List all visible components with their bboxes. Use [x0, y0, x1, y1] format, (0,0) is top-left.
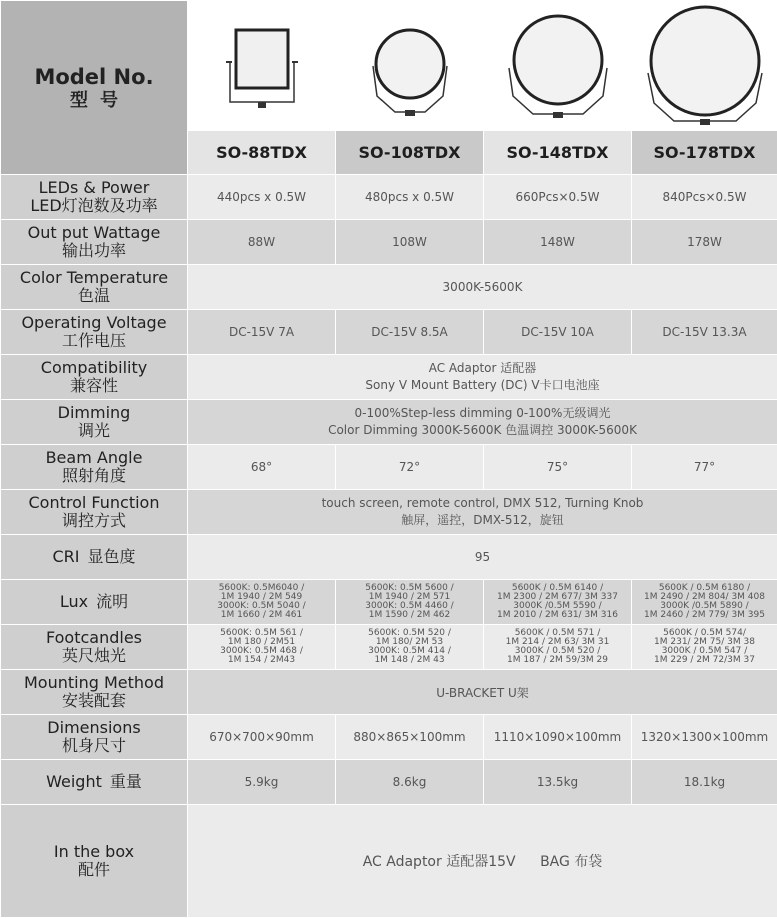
product-image-2: [336, 1, 484, 131]
label-en: Out put Wattage: [1, 224, 187, 242]
cell-value: 77°: [632, 445, 777, 490]
lux-line: 1M 1940 / 2M 571: [336, 593, 483, 602]
row-label-control: [1, 490, 188, 535]
footcandles-line: 3000K / 0.5M 520 /: [484, 647, 631, 656]
footcandles-line: 3000K: 0.5M 468 /: [188, 647, 335, 656]
cell-value: 480pcs x 0.5W: [336, 175, 484, 220]
lux-line: 5600K: 0.5M 5600 /: [336, 584, 483, 593]
label-zh: 机身尺寸: [1, 737, 187, 755]
footcandles-line: 1M 214 / 2M 63/ 3M 31: [484, 638, 631, 647]
label-zh: LED灯泡数及功率: [1, 197, 187, 215]
round-panel-light-medium-image: [503, 8, 613, 123]
cell-value: 1110×1090×100mm: [484, 715, 632, 760]
label-zh: 重量: [110, 772, 142, 791]
label-zh: 调光: [1, 422, 187, 440]
footcandles-line: 1M 229 / 2M 72/3M 37: [632, 656, 777, 665]
row-label-cri: [1, 535, 188, 580]
lux-line: 3000K /0.5M 5590 /: [484, 602, 631, 611]
row-label-mounting: [1, 670, 188, 715]
footcandles-line: 1M 180/ 2M 53: [336, 638, 483, 647]
footcandles-line: 5600K / 0.5M 571 /: [484, 629, 631, 638]
dimming-line-1: 0-100%Step-less dimming 0-100%无级调光: [188, 405, 777, 422]
label-en: CRI: [52, 547, 79, 566]
compat-line-2: Sony V Mount Battery (DC) V卡口电池座: [188, 377, 777, 394]
control-line-1: touch screen, remote control, DMX 512, Turning Knob: [188, 495, 777, 512]
cell-value: 880×865×100mm: [336, 715, 484, 760]
label-en: In the box: [1, 843, 187, 861]
cell-value: 5.9kg: [188, 760, 336, 805]
cell-value: 148W: [484, 220, 632, 265]
label-zh: 色温: [1, 287, 187, 305]
cell-value: DC-15V 8.5A: [336, 310, 484, 355]
cell-value: 72°: [336, 445, 484, 490]
label-en: Footcandles: [1, 629, 187, 647]
footcandles-line: 5600K / 0.5M 574/: [632, 629, 777, 638]
label-en: Mounting Method: [1, 674, 187, 692]
footcandles-line: 3000K: 0.5M 414 /: [336, 647, 483, 656]
label-zh: 英尺烛光: [1, 647, 187, 665]
cell-value: 670×700×90mm: [188, 715, 336, 760]
label-en: Lux: [60, 592, 88, 611]
label-en: Dimensions: [1, 719, 187, 737]
inbox-item-1: AC Adaptor 适配器15V: [363, 854, 516, 870]
lux-line: 3000K: 0.5M 4460 /: [336, 602, 483, 611]
row-label-compat: [1, 355, 188, 400]
footcandles-cell: [336, 625, 484, 670]
lux-line: 1M 1660 / 2M 461: [188, 611, 335, 620]
model-name: SO-178TDX: [632, 131, 777, 175]
cell-value: 68°: [188, 445, 336, 490]
model-no-title-en: Model No.: [1, 64, 187, 90]
footcandles-cell: [632, 625, 777, 670]
square-panel-light-image: [222, 16, 302, 116]
label-zh: 调控方式: [1, 512, 187, 530]
label-en: Beam Angle: [1, 449, 187, 467]
cell-value: 8.6kg: [336, 760, 484, 805]
lux-cell: [188, 580, 336, 625]
footcandles-cell: [484, 625, 632, 670]
label-en: Control Function: [1, 494, 187, 512]
cell-value: 95: [188, 535, 777, 580]
label-zh: 配件: [1, 861, 187, 879]
row-label-voltage: [1, 310, 188, 355]
cell-value: DC-15V 7A: [188, 310, 336, 355]
row-label-color-temp: [1, 265, 188, 310]
product-image-1: [188, 1, 336, 131]
row-label-lux: [1, 580, 188, 625]
cell-value: 178W: [632, 220, 777, 265]
lux-cell: [484, 580, 632, 625]
lux-line: 1M 2460 / 2M 779/ 3M 395: [632, 611, 777, 620]
cell-value: 1320×1300×100mm: [632, 715, 777, 760]
label-en: Dimming: [1, 404, 187, 422]
label-zh: 显色度: [88, 547, 136, 566]
product-image-4: [632, 1, 777, 131]
footcandles-line: 5600K: 0.5M 520 /: [336, 629, 483, 638]
footcandles-line: 1M 231/ 2M 75/ 3M 38: [632, 638, 777, 647]
label-zh: 输出功率: [1, 242, 187, 260]
model-no-header: [1, 1, 188, 175]
model-no-title-zh: 型号: [13, 90, 187, 112]
lux-line: 1M 2010 / 2M 631/ 3M 316: [484, 611, 631, 620]
footcandles-line: 1M 187 / 2M 59/3M 29: [484, 656, 631, 665]
cell-value: 75°: [484, 445, 632, 490]
cell-value: [188, 355, 777, 400]
cell-value: 660Pcs×0.5W: [484, 175, 632, 220]
label-en: Operating Voltage: [1, 314, 187, 332]
control-line-2: 触屏，遥控，DMX-512，旋钮: [188, 512, 777, 529]
cell-value: [188, 805, 777, 918]
model-name: SO-148TDX: [484, 131, 632, 175]
round-panel-light-small-image: [365, 16, 455, 116]
cell-value: 13.5kg: [484, 760, 632, 805]
lux-line: 1M 2490 / 2M 804/ 3M 408: [632, 593, 777, 602]
model-name: SO-88TDX: [188, 131, 336, 175]
label-en: Compatibility: [1, 359, 187, 377]
row-label-inbox: [1, 805, 188, 918]
cell-value: DC-15V 10A: [484, 310, 632, 355]
footcandles-line: 1M 148 / 2M 43: [336, 656, 483, 665]
lux-line: 5600K / 0.5M 6180 /: [632, 584, 777, 593]
label-zh: 工作电压: [1, 332, 187, 350]
footcandles-line: 1M 154 / 2M43: [188, 656, 335, 665]
cell-value: 108W: [336, 220, 484, 265]
footcandles-line: 1M 180 / 2M51: [188, 638, 335, 647]
lux-line: 1M 2300 / 2M 677/ 3M 337: [484, 593, 631, 602]
lux-cell: [336, 580, 484, 625]
row-label-footcandles: [1, 625, 188, 670]
label-en: Weight: [46, 772, 102, 791]
lux-line: 1M 1590 / 2M 462: [336, 611, 483, 620]
footcandles-line: 5600K: 0.5M 561 /: [188, 629, 335, 638]
dimming-line-2: Color Dimming 3000K-5600K 色温调控 3000K-5600K: [188, 422, 777, 439]
round-panel-light-large-image: [642, 3, 768, 129]
row-label-beam: [1, 445, 188, 490]
lux-line: 5600K: 0.5M6040 /: [188, 584, 335, 593]
footcandles-line: 3000K / 0.5M 547 /: [632, 647, 777, 656]
footcandles-cell: [188, 625, 336, 670]
inbox-item-2: BAG 布袋: [540, 854, 602, 870]
cell-value: 3000K-5600K: [188, 265, 777, 310]
cell-value: DC-15V 13.3A: [632, 310, 777, 355]
lux-line: 1M 1940 / 2M 549: [188, 593, 335, 602]
product-image-3: [484, 1, 632, 131]
lux-line: 3000K /0.5M 5890 /: [632, 602, 777, 611]
label-zh: 兼容性: [1, 377, 187, 395]
label-en: LEDs & Power: [1, 179, 187, 197]
label-zh: 流明: [96, 592, 128, 611]
label-zh: 照射角度: [1, 467, 187, 485]
cell-value: 840Pcs×0.5W: [632, 175, 777, 220]
row-label-dimensions: [1, 715, 188, 760]
label-zh: 安装配套: [1, 692, 187, 710]
label-en: Color Temperature: [1, 269, 187, 287]
model-name: SO-108TDX: [336, 131, 484, 175]
cell-value: U-BRACKET U架: [188, 670, 777, 715]
cell-value: 88W: [188, 220, 336, 265]
cell-value: [188, 400, 777, 445]
cell-value: 440pcs x 0.5W: [188, 175, 336, 220]
row-label-leds: [1, 175, 188, 220]
lux-line: 5600K / 0.5M 6140 /: [484, 584, 631, 593]
cell-value: 18.1kg: [632, 760, 777, 805]
compat-line-1: AC Adaptor 适配器: [188, 360, 777, 377]
row-label-weight: [1, 760, 188, 805]
row-label-output: [1, 220, 188, 265]
cell-value: [188, 490, 777, 535]
lux-cell: [632, 580, 777, 625]
lux-line: 3000K: 0.5M 5040 /: [188, 602, 335, 611]
row-label-dimming: [1, 400, 188, 445]
